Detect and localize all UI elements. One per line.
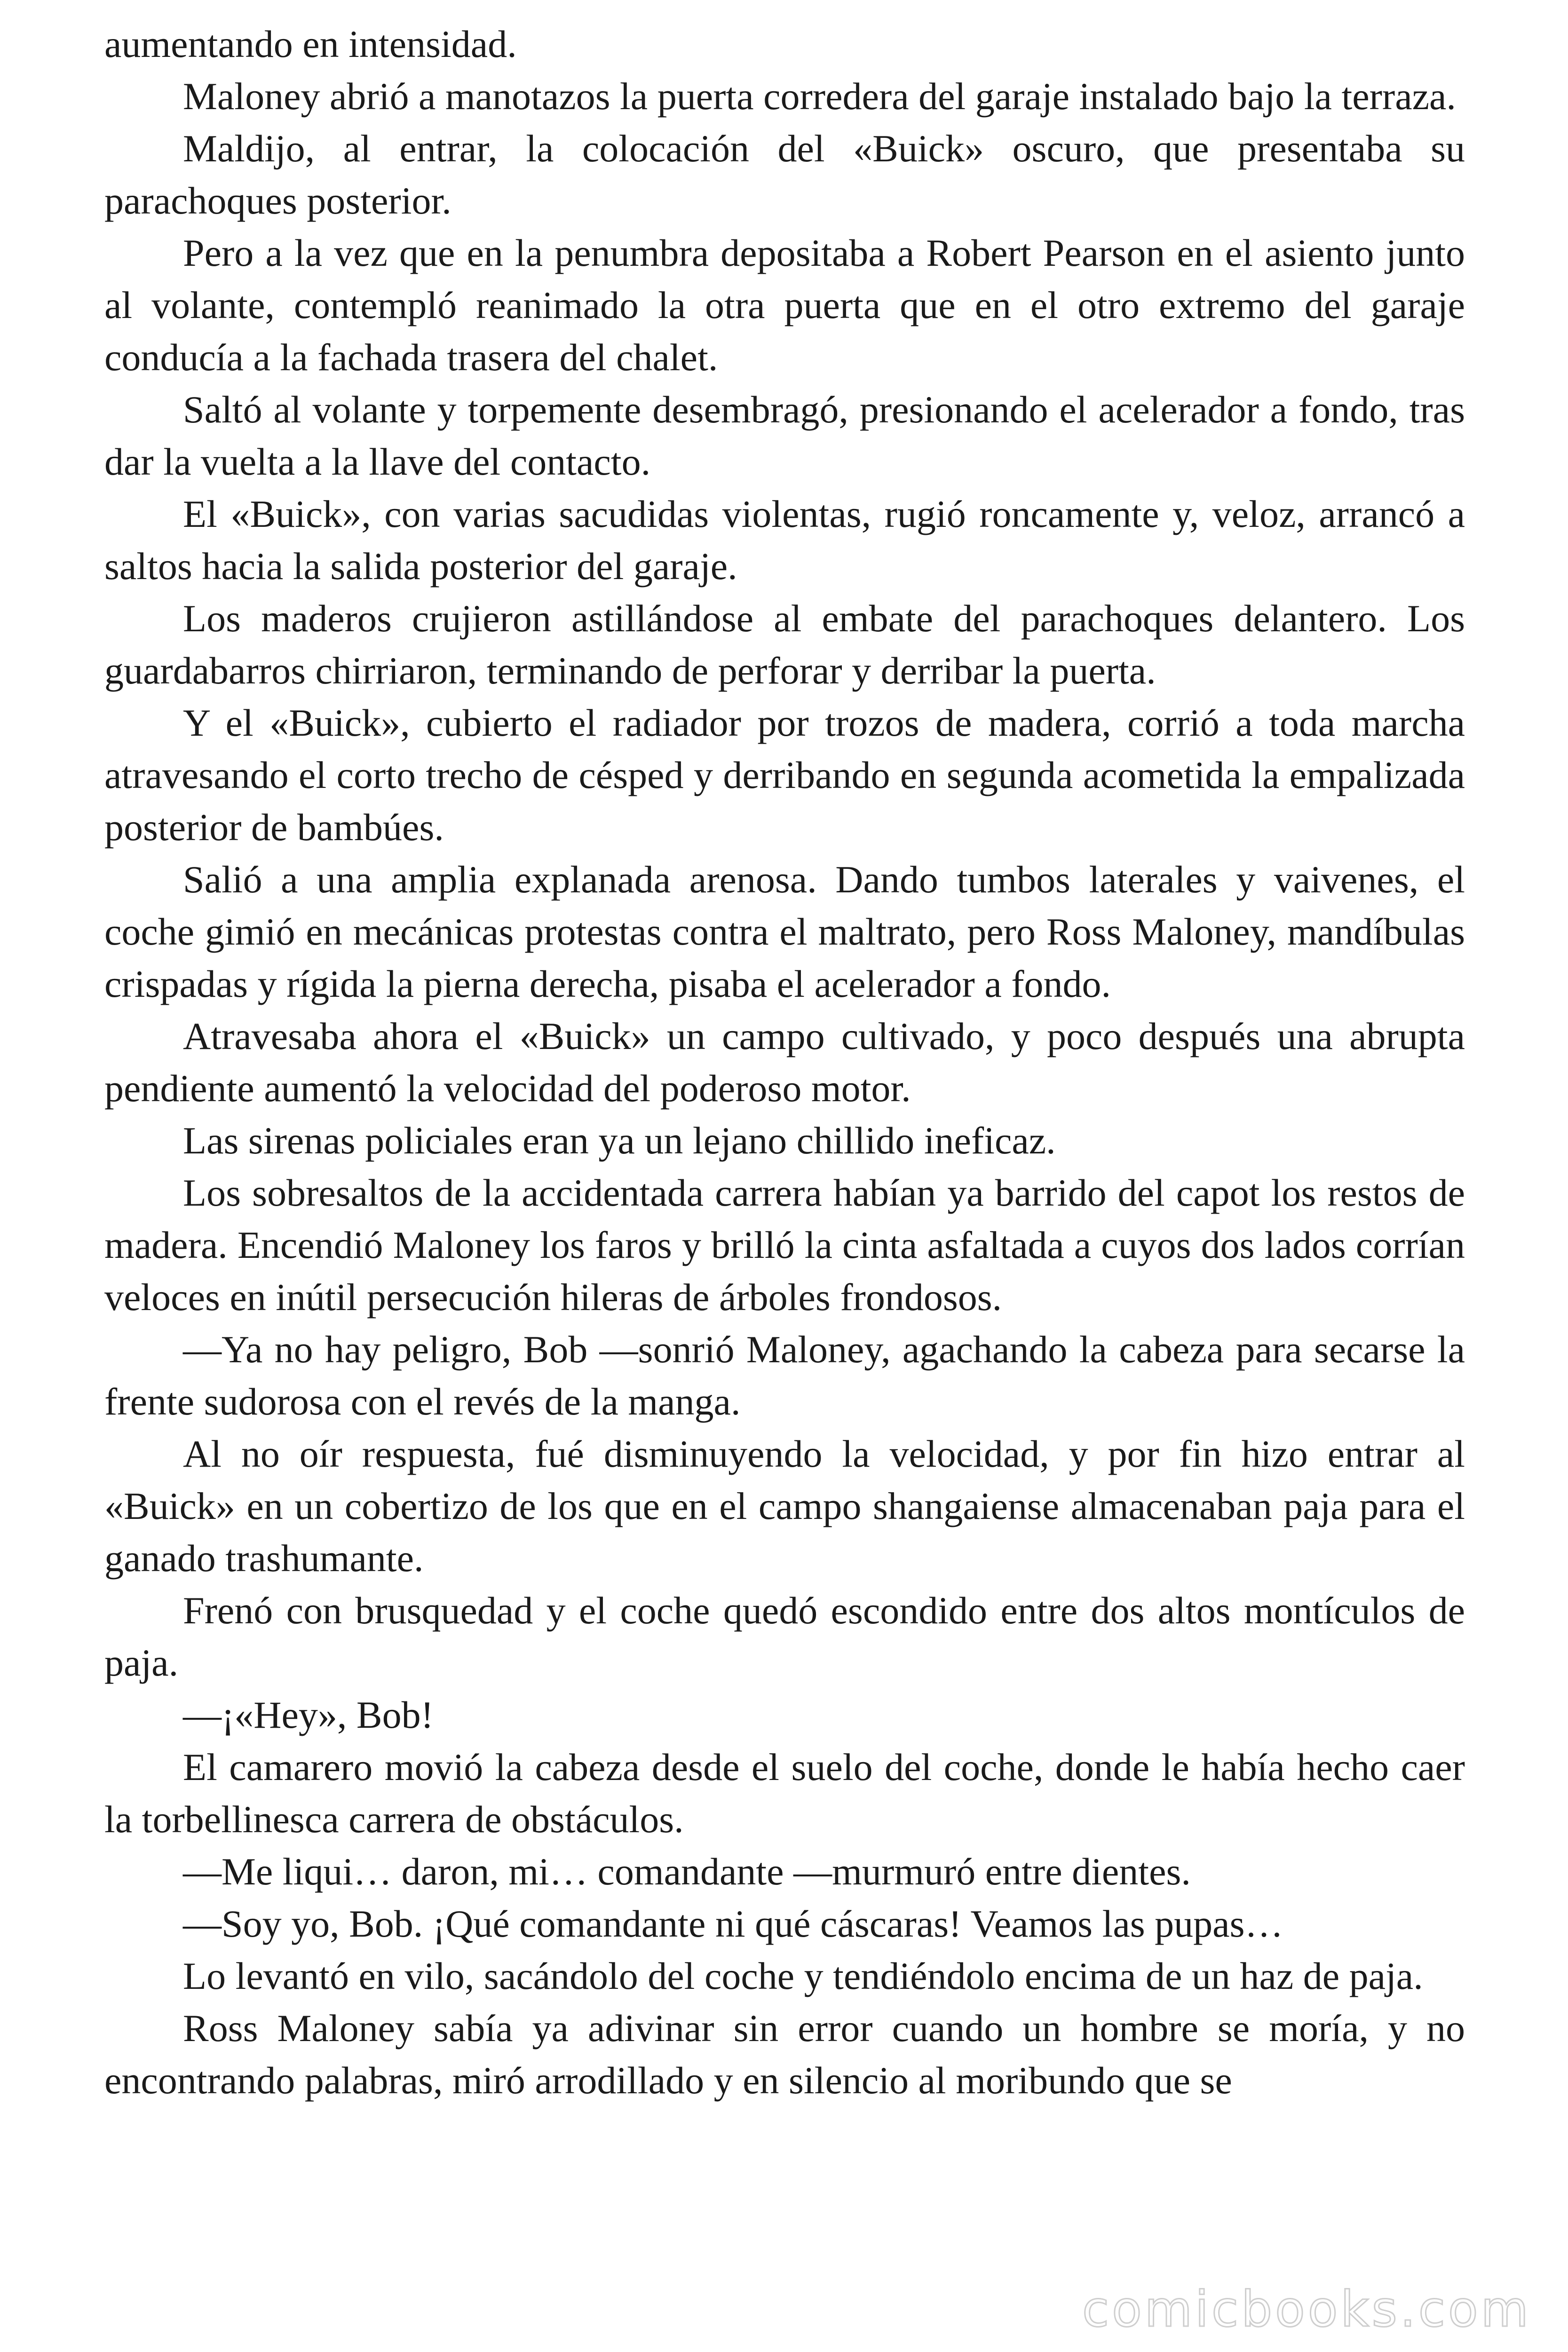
paragraph: Las sirenas policiales eran ya un lejano chillido ineficaz. [183,1119,1056,1162]
paragraph: Y el «Buick», cubierto el radiador por trozos de madera, corrió a toda marcha atravesando el corto trecho de césped y derribando en segunda acometida la empalizada posterior de bambúes. [104,701,1465,849]
paragraph: —Ya no hay peligro, Bob —sonrió Maloney, agachando la cabeza para secarse la frente sudorosa con el revés de la manga. [104,1328,1465,1423]
paragraph: aumentando en intensidad. [104,23,517,65]
paragraph: Maloney abrió a manotazos la puerta corredera del garaje instalado bajo la terraza. [183,75,1456,118]
paragraph: —Me liqui… daron, mi… comandante —murmuró entre dientes. [183,1850,1191,1893]
paragraph: Atravesaba ahora el «Buick» un campo cultivado, y poco después una abrupta pendiente aumentó la velocidad del poderoso motor. [104,1015,1465,1110]
paragraph: —Soy yo, Bob. ¡Qué comandante ni qué cáscaras! Veamos las pupas… [183,1902,1283,1945]
paragraph: Frenó con brusquedad y el coche quedó escondido entre dos altos montículos de paja. [104,1589,1465,1684]
paragraph: El «Buick», con varias sacudidas violentas, rugió roncamente y, veloz, arrancó a saltos hacia la salida posterior del garaje. [104,493,1465,588]
paragraph: Salió a una amplia explanada arenosa. Dando tumbos laterales y vaivenes, el coche gimió en mecánicas protestas contra el maltrato, pero Ross Maloney, mandíbulas crispadas y rígida la pierna derecha, pisaba el acelerador a fondo. [104,858,1465,1005]
paragraph: Ross Maloney sabía ya adivinar sin error cuando un hombre se moría, y no encontrando palabras, miró arrodillado y en silencio al moribundo que se [104,2007,1465,2102]
paragraph: Los maderos crujieron astillándose al embate del parachoques delantero. Los guardabarros chirriaron, terminando de perforar y derribar la puerta. [104,597,1465,692]
book-page [104,18,1465,2106]
paragraph: El camarero movió la cabeza desde el suelo del coche, donde le había hecho caer la torbellinesca carrera de obstáculos. [104,1746,1465,1841]
paragraph: Pero a la vez que en la penumbra depositaba a Robert Pearson en el asiento junto al volante, contempló reanimado la otra puerta que en el otro extremo del garaje conducía a la fachada trasera del chalet. [104,231,1465,379]
paragraph: Maldijo, al entrar, la colocación del «Buick» oscuro, que presentaba su parachoques posterior. [104,127,1465,222]
paragraph: Los sobresaltos de la accidentada carrera habían ya barrido del capot los restos de madera. Encendió Maloney los faros y brilló la cinta asfaltada a cuyos dos lados corrían veloces en inútil persecución hileras de árboles frondosos. [104,1171,1465,1319]
watermark: comicbooks.com [1082,2280,1531,2338]
paragraph: Lo levantó en vilo, sacándolo del coche y tendiéndolo encima de un haz de paja. [183,1955,1423,1997]
paragraph: Saltó al volante y torpemente desembragó, presionando el acelerador a fondo, tras dar la vuelta a la llave del contacto. [104,388,1465,483]
paragraph: Al no oír respuesta, fué disminuyendo la velocidad, y por fin hizo entrar al «Buick» en un cobertizo de los que en el campo shangaiense almacenaban paja para el ganado trashumante. [104,1432,1465,1580]
paragraph: —¡«Hey», Bob! [183,1693,434,1736]
